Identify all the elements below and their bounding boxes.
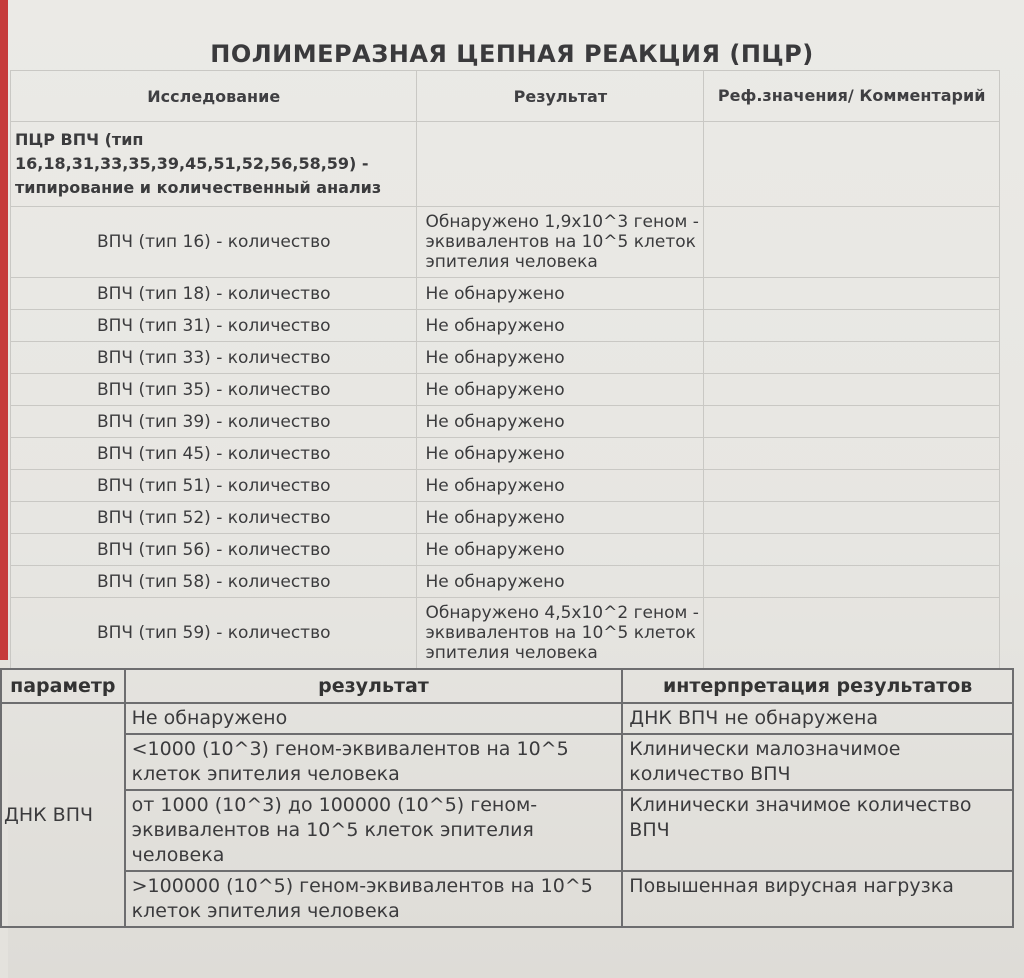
test-name: ВПЧ (тип 31) - количество bbox=[11, 310, 417, 342]
test-name: ВПЧ (тип 56) - количество bbox=[11, 534, 417, 566]
test-name: ВПЧ (тип 35) - количество bbox=[11, 374, 417, 406]
reference-cell bbox=[704, 278, 1000, 310]
test-result: Обнаружено 4,5x10^2 геном - эквивалентов на 10^5 клеток эпителия человека bbox=[417, 598, 704, 669]
empty-cell bbox=[417, 122, 704, 207]
group-label: ПЦР ВПЧ (тип 16,18,31,33,35,39,45,51,52,56,58,59) - типирование и количественный анализ bbox=[11, 122, 417, 207]
table-row bbox=[11, 406, 1000, 438]
test-name: ВПЧ (тип 58) - количество bbox=[11, 566, 417, 598]
table-row bbox=[11, 207, 1000, 278]
test-name: ВПЧ (тип 16) - количество bbox=[11, 207, 417, 278]
test-result: Не обнаружено bbox=[417, 310, 704, 342]
table-row bbox=[11, 534, 1000, 566]
table-row bbox=[11, 566, 1000, 598]
reference-cell bbox=[704, 207, 1000, 278]
results-table bbox=[10, 70, 1000, 669]
interpretation-table bbox=[0, 668, 1014, 928]
table-row bbox=[11, 598, 1000, 669]
result-range: <1000 (10^3) геном-эквивалентов на 10^5 клеток эпителия человека bbox=[125, 734, 623, 790]
reference-cell bbox=[704, 374, 1000, 406]
test-name: ВПЧ (тип 45) - количество bbox=[11, 438, 417, 470]
header-reference: Реф.значения/ Комментарий bbox=[704, 71, 1000, 122]
interpretation-text: Клинически малозначимое количество ВПЧ bbox=[622, 734, 1013, 790]
test-name: ВПЧ (тип 18) - количество bbox=[11, 278, 417, 310]
table-row bbox=[11, 470, 1000, 502]
header-investigation: Исследование bbox=[11, 71, 417, 122]
reference-cell bbox=[704, 406, 1000, 438]
interpretation-text: ДНК ВПЧ не обнаружена bbox=[622, 703, 1013, 734]
table-row bbox=[11, 502, 1000, 534]
page-title: ПОЛИМЕРАЗНАЯ ЦЕПНАЯ РЕАКЦИЯ (ПЦР) bbox=[210, 40, 814, 68]
test-name: ВПЧ (тип 39) - количество bbox=[11, 406, 417, 438]
results-header-row bbox=[11, 71, 1000, 122]
reference-cell bbox=[704, 502, 1000, 534]
test-result: Не обнаружено bbox=[417, 534, 704, 566]
test-result: Не обнаружено bbox=[417, 342, 704, 374]
reference-cell bbox=[704, 342, 1000, 374]
test-name: ВПЧ (тип 51) - количество bbox=[11, 470, 417, 502]
interpretation-text: Повышенная вирусная нагрузка bbox=[622, 871, 1013, 927]
test-result: Обнаружено 1,9x10^3 геном - эквивалентов на 10^5 клеток эпителия человека bbox=[417, 207, 704, 278]
interpretation-header-row bbox=[1, 669, 1013, 703]
header-result: Результат bbox=[417, 71, 704, 122]
reference-cell bbox=[704, 534, 1000, 566]
reference-cell bbox=[704, 470, 1000, 502]
table-row bbox=[1, 703, 1013, 734]
table-row bbox=[11, 374, 1000, 406]
table-row bbox=[11, 310, 1000, 342]
reference-cell bbox=[704, 438, 1000, 470]
test-name: ВПЧ (тип 52) - количество bbox=[11, 502, 417, 534]
table-row bbox=[1, 734, 1013, 790]
reference-cell bbox=[704, 598, 1000, 669]
interpretation-text: Клинически значимое количество ВПЧ bbox=[622, 790, 1013, 871]
reference-cell bbox=[704, 566, 1000, 598]
test-name: ВПЧ (тип 33) - количество bbox=[11, 342, 417, 374]
group-row bbox=[11, 122, 1000, 207]
result-range: >100000 (10^5) геном-эквивалентов на 10^5 клеток эпителия человека bbox=[125, 871, 623, 927]
result-range: Не обнаружено bbox=[125, 703, 623, 734]
test-result: Не обнаружено bbox=[417, 374, 704, 406]
header-parameter: параметр bbox=[1, 669, 125, 703]
test-name: ВПЧ (тип 59) - количество bbox=[11, 598, 417, 669]
parameter-name: ДНК ВПЧ bbox=[1, 703, 125, 927]
test-result: Не обнаружено bbox=[417, 470, 704, 502]
table-row bbox=[1, 871, 1013, 927]
result-range: от 1000 (10^3) до 100000 (10^5) геном-эквивалентов на 10^5 клеток эпителия человека bbox=[125, 790, 623, 871]
header-interpretation: интерпретация результатов bbox=[622, 669, 1013, 703]
table-row bbox=[11, 438, 1000, 470]
reference-cell bbox=[704, 310, 1000, 342]
header-result: результат bbox=[125, 669, 623, 703]
test-result: Не обнаружено bbox=[417, 502, 704, 534]
table-row bbox=[11, 278, 1000, 310]
table-row bbox=[11, 342, 1000, 374]
red-page-edge bbox=[0, 0, 8, 660]
empty-cell bbox=[704, 122, 1000, 207]
test-result: Не обнаружено bbox=[417, 406, 704, 438]
table-row bbox=[1, 790, 1013, 871]
test-result: Не обнаружено bbox=[417, 566, 704, 598]
test-result: Не обнаружено bbox=[417, 278, 704, 310]
test-result: Не обнаружено bbox=[417, 438, 704, 470]
